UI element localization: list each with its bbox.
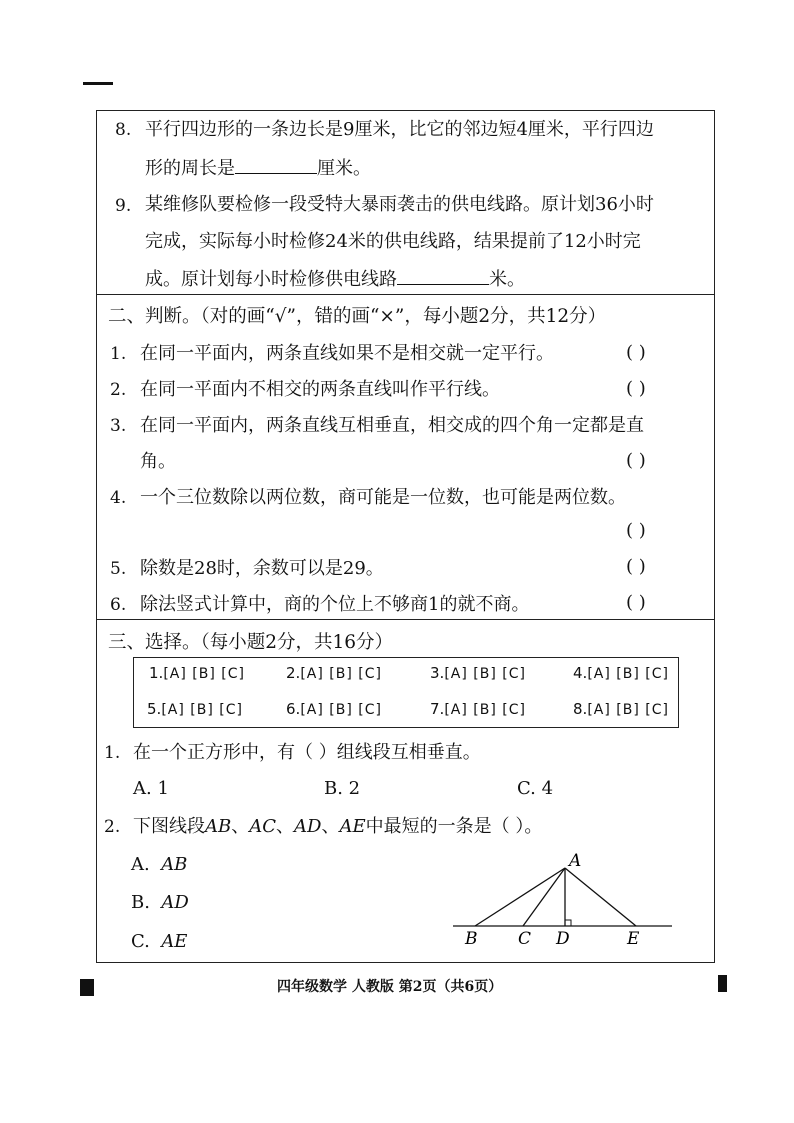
right-angle-mark — [565, 920, 571, 926]
choice-1-text: 在一个正方形中，有（ ）组线段互相垂直。 — [133, 742, 481, 763]
judge-4-number: 4. — [110, 488, 127, 508]
separator: 、 — [276, 816, 295, 837]
answer-card-item[interactable] — [573, 664, 669, 682]
answer-card-item[interactable] — [286, 664, 382, 682]
question-8-text: 形的周长是 — [145, 158, 235, 179]
page-footer: 四年级数学 人教版 第2页（共6页） — [277, 979, 503, 995]
question-8-number: 8. — [115, 120, 132, 140]
answer-card-number: 5. — [147, 700, 162, 718]
judge-6-text: 除法竖式计算中，商的个位上不够商1的就不商。 — [140, 594, 530, 615]
judge-6-number: 6. — [110, 595, 127, 615]
answer-card-item[interactable] — [149, 664, 245, 682]
answer-blank[interactable] — [397, 266, 489, 285]
judge-3-text: 在同一平面内，两条直线互相垂直，相交成的四个角一定都是直 — [140, 415, 644, 436]
option-letter: B. — [131, 892, 150, 913]
section-divider — [97, 294, 714, 295]
question-9-line-3 — [145, 266, 525, 292]
answer-card-item[interactable] — [573, 700, 669, 718]
answer-card-options[interactable]: [A] [B] [C] — [300, 702, 382, 718]
segment-ab-label: AB — [205, 816, 232, 837]
judge-5-text: 除数是28时，余数可以是29。 — [140, 558, 384, 579]
question-8-line-1: 平行四边形的一条边长是9厘米，比它的邻边短4厘米，平行四边 — [145, 119, 654, 140]
question-9-text: 成。原计划每小时检修供电线路 — [145, 269, 397, 290]
answer-card-item[interactable] — [430, 664, 526, 682]
point-e-label: E — [627, 929, 640, 949]
alignment-marker-right — [718, 975, 727, 992]
answer-card-options[interactable]: [A] [B] [C] — [300, 666, 382, 682]
answer-card-number: 1. — [149, 664, 164, 682]
segment-ad-label: AD — [294, 816, 322, 837]
judge-3-number: 3. — [110, 416, 127, 436]
option-value: AD — [161, 892, 189, 913]
judge-3-text-continued: 角。 — [140, 451, 176, 472]
option-value: AB — [161, 854, 188, 875]
choice-1-option-c[interactable]: C. 4 — [517, 778, 554, 799]
section-divider — [97, 619, 714, 620]
question-9-line-1: 某维修队要检修一段受特大暴雨袭击的供电线路。原计划36小时 — [145, 194, 654, 215]
point-b-label: B — [465, 929, 478, 949]
line-segment-figure — [450, 850, 680, 950]
question-9-unit: 米。 — [489, 269, 525, 290]
answer-paren[interactable]: ( ) — [626, 592, 646, 613]
choice-2-text-after: 中最短的一条是（ ）。 — [365, 816, 543, 837]
answer-paren[interactable]: ( ) — [626, 342, 646, 363]
question-9-line-2: 完成，实际每小时检修24米的供电线路，结果提前了12小时完 — [145, 231, 641, 252]
answer-paren[interactable]: ( ) — [626, 450, 646, 471]
answer-card-options[interactable]: [A] [B] [C] — [444, 702, 526, 718]
answer-paren[interactable]: ( ) — [626, 556, 646, 577]
segment-ab — [475, 868, 565, 926]
separator: 、 — [231, 816, 250, 837]
choice-2-number: 2. — [104, 817, 121, 837]
answer-card-number: 8. — [573, 700, 588, 718]
point-a-label: A — [569, 851, 582, 871]
top-mark — [83, 82, 113, 85]
answer-card-number: 3. — [430, 664, 445, 682]
segment-ae-label: AE — [339, 816, 366, 837]
answer-card-options[interactable]: [A] [B] [C] — [587, 666, 669, 682]
judge-2-number: 2. — [110, 380, 127, 400]
option-letter: A. — [131, 854, 150, 875]
question-8-unit: 厘米。 — [317, 158, 371, 179]
answer-card-options[interactable]: [A] [B] [C] — [587, 702, 669, 718]
choice-1-option-b[interactable]: B. 2 — [324, 778, 361, 799]
answer-card-options[interactable]: [A] [B] [C] — [444, 666, 526, 682]
answer-card-number: 7. — [430, 700, 445, 718]
choice-1-number: 1. — [104, 743, 121, 763]
judge-5-number: 5. — [110, 559, 127, 579]
segment-ae — [565, 868, 636, 926]
question-9-number: 9. — [115, 196, 132, 216]
segment-ac — [523, 868, 565, 926]
answer-blank[interactable] — [235, 155, 317, 174]
alignment-marker-left — [80, 979, 94, 996]
judge-4-text: 一个三位数除以两位数，商可能是一位数，也可能是两位数。 — [140, 487, 626, 508]
option-letter: C. — [131, 931, 150, 952]
choice-2-text-before: 下图线段 — [133, 816, 205, 837]
question-8-line-2 — [145, 155, 371, 181]
answer-card-number: 4. — [573, 664, 588, 682]
section-2-title: 二、判断。（对的画“√”，错的画“×”，每小题2分，共12分） — [108, 306, 607, 327]
judge-1-text: 在同一平面内，两条直线如果不是相交就一定平行。 — [140, 343, 554, 364]
answer-card-number: 6. — [286, 700, 301, 718]
segment-ac-label: AC — [249, 816, 277, 837]
answer-paren[interactable]: ( ) — [626, 520, 646, 541]
choice-1-option-a[interactable]: A. 1 — [133, 778, 169, 799]
judge-1-number: 1. — [110, 344, 127, 364]
answer-card-options[interactable]: [A] [B] [C] — [163, 666, 245, 682]
choice-2-option-c[interactable] — [131, 930, 187, 954]
choice-2-option-a[interactable] — [131, 853, 187, 877]
section-3-title: 三、选择。（每小题2分，共16分） — [108, 632, 394, 653]
answer-card-options[interactable]: [A] [B] [C] — [161, 702, 243, 718]
option-value: AE — [161, 931, 188, 952]
judge-2-text: 在同一平面内不相交的两条直线叫作平行线。 — [140, 379, 500, 400]
answer-paren[interactable]: ( ) — [626, 378, 646, 399]
answer-card-item[interactable] — [286, 700, 382, 718]
choice-2-text — [133, 815, 542, 839]
answer-card-item[interactable] — [430, 700, 526, 718]
point-c-label: C — [518, 929, 532, 949]
answer-card-number: 2. — [286, 664, 301, 682]
separator: 、 — [321, 816, 340, 837]
point-d-label: D — [556, 929, 570, 949]
choice-2-option-b[interactable] — [131, 891, 189, 915]
answer-card-item[interactable] — [147, 700, 243, 718]
